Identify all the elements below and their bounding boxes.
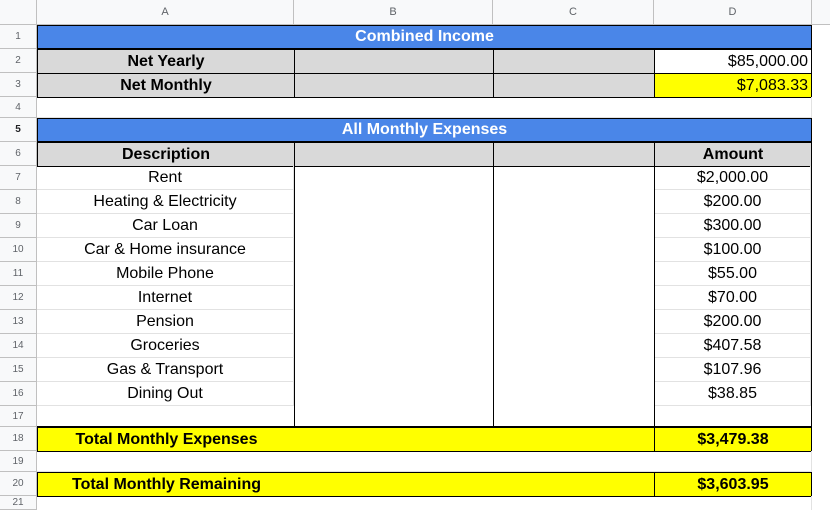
total-expenses-filler[interactable] xyxy=(294,427,655,452)
expense-amount[interactable]: $200.00 xyxy=(655,190,811,214)
net-yearly-label[interactable]: Net Yearly xyxy=(37,49,295,74)
row-header[interactable]: 17 xyxy=(0,406,37,427)
expense-amount[interactable]: $107.96 xyxy=(655,358,811,382)
expense-amount[interactable]: $300.00 xyxy=(655,214,811,238)
column-e-area[interactable] xyxy=(812,25,830,510)
row-header[interactable]: 11 xyxy=(0,262,37,286)
row-header[interactable]: 2 xyxy=(0,49,37,73)
expense-description[interactable]: Rent xyxy=(37,166,294,190)
row-header[interactable]: 16 xyxy=(0,382,37,406)
column-divider xyxy=(811,166,812,427)
amount-header[interactable]: Amount xyxy=(654,142,812,167)
expense-description[interactable]: Gas & Transport xyxy=(37,358,294,382)
expense-amount[interactable]: $100.00 xyxy=(655,238,811,262)
column-header-e[interactable] xyxy=(812,0,830,25)
total-remaining-label[interactable]: Total Monthly Remaining xyxy=(37,472,295,497)
total-expenses-value[interactable]: $3,479.38 xyxy=(654,427,812,452)
expense-amount[interactable]: $38.85 xyxy=(655,382,811,406)
row-header[interactable]: 18 xyxy=(0,427,37,451)
expense-amount[interactable]: $2,000.00 xyxy=(655,166,811,190)
row-header[interactable]: 14 xyxy=(0,334,37,358)
column-header-d[interactable]: D xyxy=(654,0,812,25)
expense-description[interactable]: Pension xyxy=(37,310,294,334)
row-header[interactable]: 6 xyxy=(0,142,37,166)
row-header[interactable]: 19 xyxy=(0,451,37,472)
empty-row[interactable] xyxy=(37,97,812,118)
row-header-selected[interactable]: 5 xyxy=(0,118,37,142)
column-divider xyxy=(294,166,295,427)
column-header-a[interactable]: A xyxy=(37,0,294,25)
empty-row[interactable] xyxy=(37,496,812,510)
expenses-header-cell-b[interactable] xyxy=(294,142,494,167)
net-monthly-cell-b[interactable] xyxy=(294,73,494,98)
net-monthly-label[interactable]: Net Monthly xyxy=(37,73,295,98)
description-header[interactable]: Description xyxy=(37,142,295,167)
expense-description[interactable]: Car Loan xyxy=(37,214,294,238)
net-monthly-cell-c[interactable] xyxy=(493,73,655,98)
net-yearly-value[interactable]: $85,000.00 xyxy=(654,49,812,74)
row-header[interactable]: 13 xyxy=(0,310,37,334)
expense-description[interactable]: Internet xyxy=(37,286,294,310)
expense-amount[interactable]: $200.00 xyxy=(655,310,811,334)
row-header[interactable]: 21 xyxy=(0,496,37,510)
expense-amount[interactable]: $407.58 xyxy=(655,334,811,358)
total-expenses-label[interactable]: Total Monthly Expenses xyxy=(37,427,295,452)
total-remaining-filler[interactable] xyxy=(294,472,655,497)
expense-description[interactable]: Mobile Phone xyxy=(37,262,294,286)
expenses-header-cell-c[interactable] xyxy=(493,142,655,167)
row-header[interactable]: 10 xyxy=(0,238,37,262)
row-header[interactable]: 20 xyxy=(0,472,37,496)
select-all-corner[interactable] xyxy=(0,0,37,25)
total-remaining-value[interactable]: $3,603.95 xyxy=(654,472,812,497)
net-monthly-value[interactable]: $7,083.33 xyxy=(654,73,812,98)
row-header[interactable]: 7 xyxy=(0,166,37,190)
expense-amount[interactable]: $70.00 xyxy=(655,286,811,310)
row-header[interactable]: 15 xyxy=(0,358,37,382)
expense-description[interactable]: Car & Home insurance xyxy=(37,238,294,262)
expense-description[interactable]: Dining Out xyxy=(37,382,294,406)
combined-income-header[interactable]: Combined Income xyxy=(37,25,812,49)
expenses-header[interactable]: All Monthly Expenses xyxy=(37,118,812,142)
column-header-b[interactable]: B xyxy=(294,0,493,25)
row-header[interactable]: 3 xyxy=(0,73,37,97)
row-header[interactable]: 4 xyxy=(0,97,37,118)
expense-amount[interactable]: $55.00 xyxy=(655,262,811,286)
net-yearly-cell-b[interactable] xyxy=(294,49,494,74)
column-header-c[interactable]: C xyxy=(493,0,654,25)
empty-row[interactable] xyxy=(37,451,812,472)
row-header[interactable]: 1 xyxy=(0,25,37,49)
row-header[interactable]: 9 xyxy=(0,214,37,238)
column-divider xyxy=(493,166,494,427)
net-yearly-cell-c[interactable] xyxy=(493,49,655,74)
expense-description[interactable]: Heating & Electricity xyxy=(37,190,294,214)
row-header[interactable]: 12 xyxy=(0,286,37,310)
expense-description[interactable]: Groceries xyxy=(37,334,294,358)
row-header[interactable]: 8 xyxy=(0,190,37,214)
